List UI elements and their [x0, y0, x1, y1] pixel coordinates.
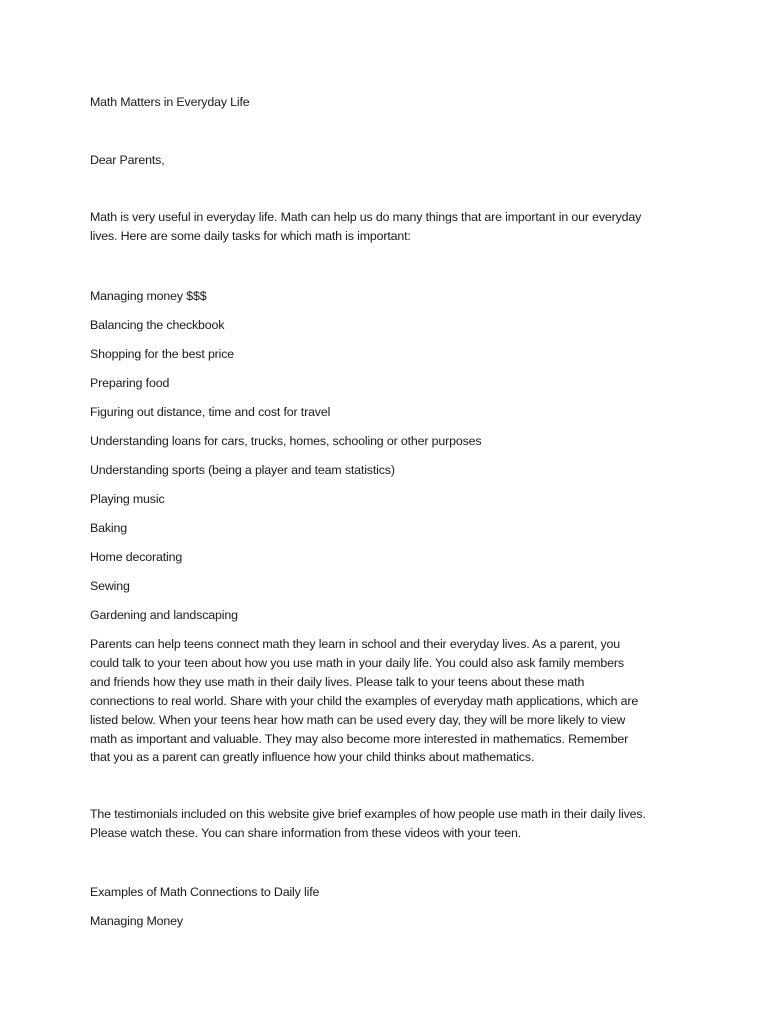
paragraph-line: that you as a parent can greatly influence how your child thinks about mathematics.	[90, 750, 535, 765]
paragraph-line: math as important and valuable. They may also become more interested in mathematics. Remember	[90, 731, 629, 746]
document-title: Math Matters in Everyday Life	[90, 95, 250, 109]
intro-line: lives. Here are some daily tasks for which math is important:	[90, 228, 411, 243]
task-item: Understanding loans for cars, trucks, homes, schooling or other purposes	[90, 434, 482, 448]
paragraph-line: listed below. When your teens hear how math can be used every day, they will be more likely to view	[90, 712, 626, 727]
task-item: Balancing the checkbook	[90, 318, 225, 332]
task-item: Preparing food	[90, 376, 170, 390]
paragraph-line: Please watch these. You can share information from these videos with your teen.	[90, 825, 522, 840]
paragraph-line: Parents can help teens connect math they learn in school and their everyday lives. As a parent, you	[90, 637, 620, 651]
salutation: Dear Parents,	[90, 153, 165, 167]
paragraph-line: and friends how they use math in their daily lives. Please talk to your teens about these math	[90, 674, 585, 689]
task-item: Shopping for the best price	[90, 347, 235, 361]
paragraph-line: The testimonials included on this website give brief examples of how people use math in their daily lives.	[90, 807, 646, 821]
task-item: Baking	[90, 521, 127, 535]
task-item: Home decorating	[90, 550, 183, 564]
parents-paragraph	[90, 635, 690, 767]
examples-heading: Examples of Math Connections to Daily life	[90, 885, 320, 899]
task-item: Gardening and landscaping	[90, 608, 238, 622]
task-item: Managing money $$$	[90, 289, 207, 303]
section-subheading: Managing Money	[90, 914, 183, 928]
task-item: Understanding sports (being a player and team statistics)	[90, 463, 395, 477]
paragraph-line: connections to real world. Share with your child the examples of everyday math applications, which are	[90, 693, 639, 708]
intro-line: Math is very useful in everyday life. Math can help us do many things that are important in our everyday	[90, 210, 642, 224]
task-item: Playing music	[90, 492, 165, 506]
task-item: Figuring out distance, time and cost for travel	[90, 405, 331, 419]
paragraph-line: could talk to your teen about how you use math in your daily life. You could also ask family members	[90, 655, 624, 670]
task-item: Sewing	[90, 579, 130, 593]
testimonials-paragraph	[90, 805, 690, 843]
intro-paragraph	[90, 208, 690, 246]
